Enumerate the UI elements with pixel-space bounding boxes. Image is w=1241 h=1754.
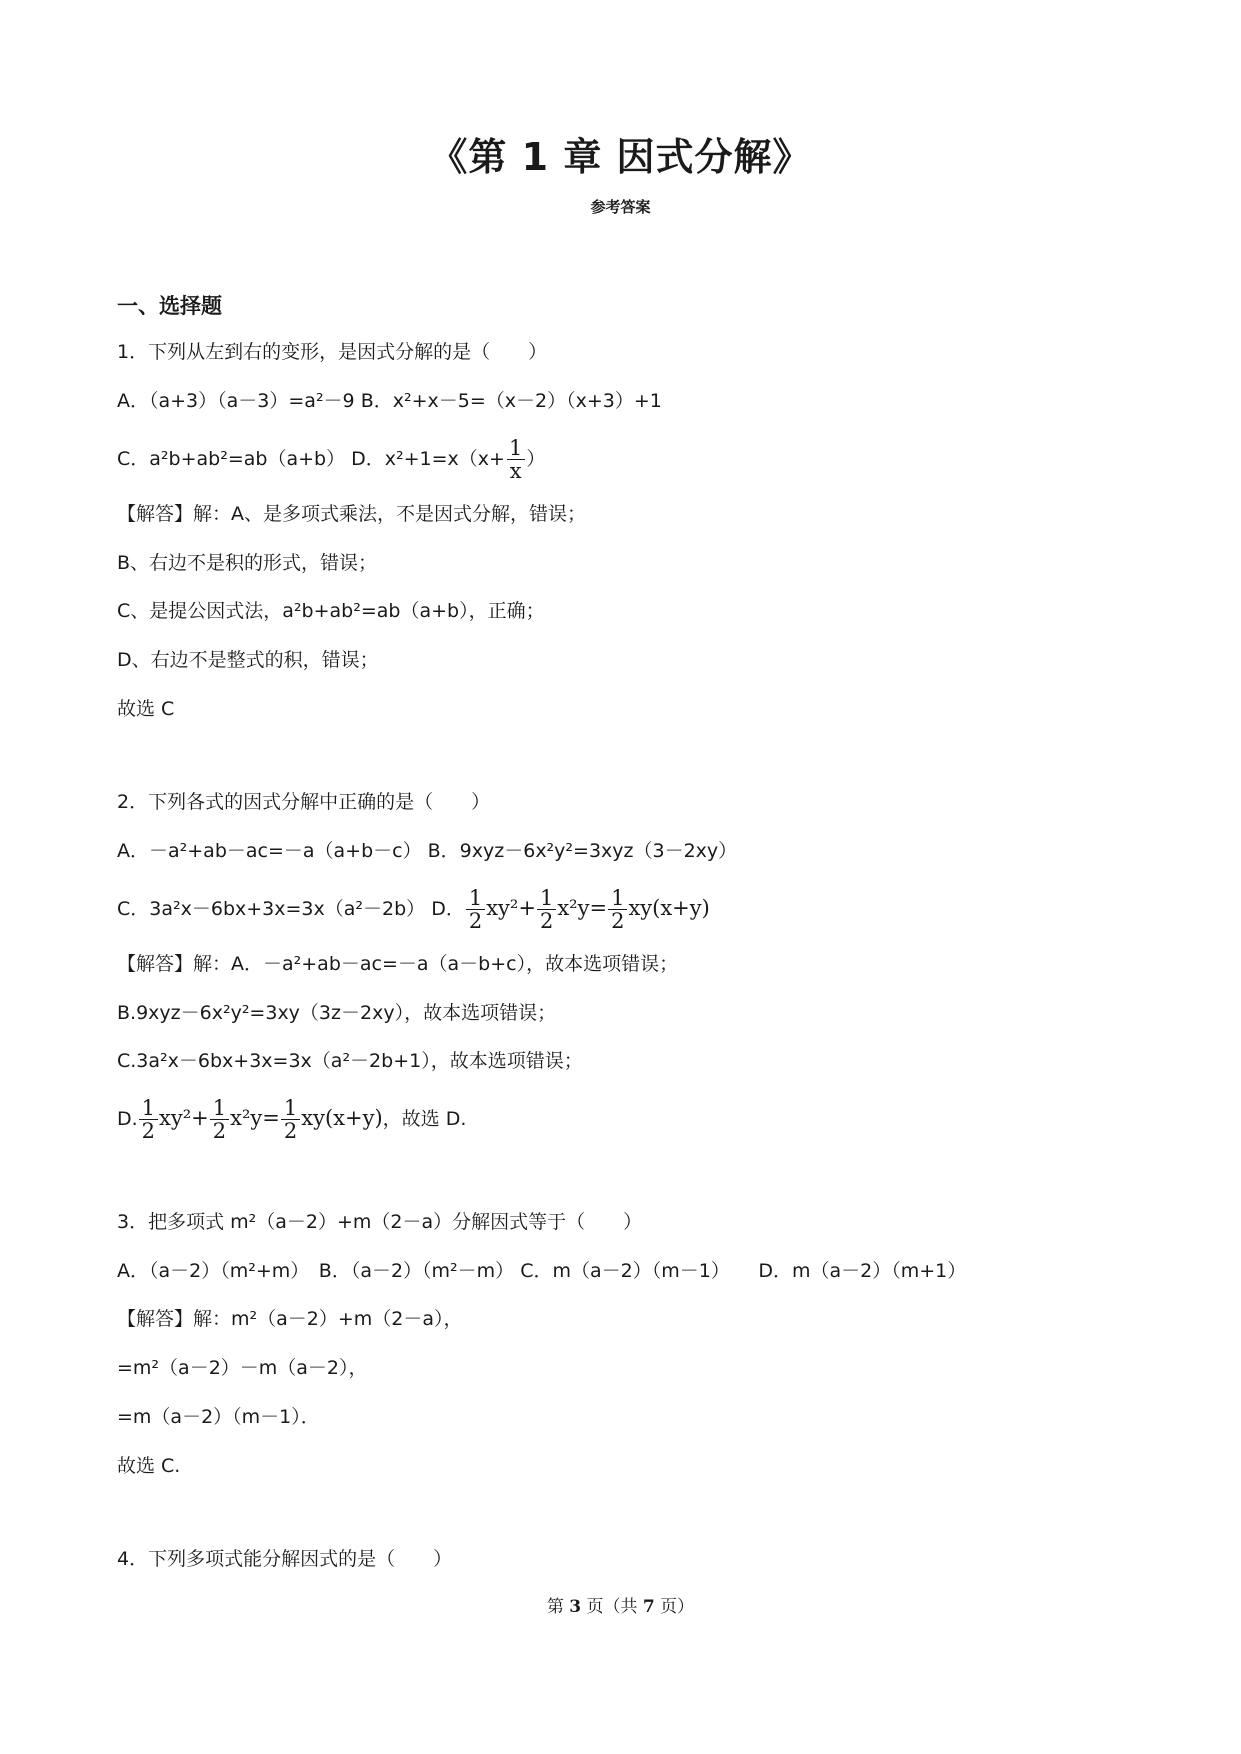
- fraction-1-over-x: $\frac{1}{x}$: [506, 437, 525, 482]
- fraction-one-half: $\frac{1}{2}$: [537, 887, 556, 932]
- answer-3-line-3: =m（a－2）（m－1）．: [117, 1406, 320, 1428]
- question-2-options-cd: C．3a²x－6bx+3x=3x（a²－2b） D． $\frac{1}{2}$ xy²+ $\frac{1}{2}$ x²y= $\frac{1}{2}$ xy(x+y): [117, 886, 710, 933]
- fraction-one-half: $\frac{1}{2}$: [466, 887, 485, 932]
- answer-2-line-1: 【解答】解：A．－a²+ab－ac=－a（a－b+c），故本选项错误；: [117, 953, 679, 975]
- page-title: 《第 1 章 因式分解》: [429, 135, 812, 179]
- fraction-one-half: $\frac{1}{2}$: [608, 887, 627, 932]
- answer-3-line-1: 【解答】解：m²（a－2）+m（2－a），: [117, 1308, 463, 1330]
- page-footer: 第 3 页（共 7 页）: [546, 1597, 695, 1617]
- answer-2-line-3: C.3a²x－6bx+3x=3x（a²－2b+1），故本选项错误；: [117, 1050, 583, 1072]
- answer-2-line-4: D. $\frac{1}{2}$ xy²+ $\frac{1}{2}$ x²y= $\frac{1}{2}$ xy(x+y)，故选 D.: [117, 1096, 467, 1143]
- answer-1-line-4: D、右边不是整式的积，错误；: [117, 649, 379, 671]
- fraction-one-half: $\frac{1}{2}$: [281, 1097, 300, 1142]
- question-3-options: A．（a－2）（m²+m） B．（a－2）（m²－m） C．m（a－2）（m－1） D．m（a－2）（m+1）: [117, 1260, 967, 1282]
- fraction-one-half: $\frac{1}{2}$: [139, 1097, 158, 1142]
- question-2-options-ab: A．－a²+ab－ac=－a（a+b－c） B．9xyz－6x²y²=3xyz（3－2xy）: [117, 840, 738, 862]
- question-2-stem: 2．下列各式的因式分解中正确的是（ ）: [117, 791, 491, 813]
- answer-2-line-2: B.9xyz－6x²y²=3xy（3z－2xy），故本选项错误；: [117, 1002, 557, 1024]
- answer-3-line-2: =m²（a－2）－m（a－2），: [117, 1357, 368, 1379]
- answer-1-line-3: C、是提公因式法，a²b+ab²=ab（a+b），正确；: [117, 600, 545, 622]
- fraction-one-half: $\frac{1}{2}$: [210, 1097, 229, 1142]
- answer-1-line-1: 【解答】解：A、是多项式乘法，不是因式分解，错误；: [117, 503, 586, 525]
- answer-3-line-4: 故选 C.: [117, 1455, 181, 1477]
- question-1-options-ab: A．（a+3）（a－3）=a²－9 B．x²+x－5=（x－2）（x+3）+1: [117, 390, 662, 412]
- question-1-options-cd: C．a²b+ab²=ab（a+b） D．x²+1=x（x+ $\frac{1}{x}$ ）: [117, 436, 546, 483]
- section-heading: 一、选择题: [117, 294, 222, 318]
- page-subtitle: 参考答案: [590, 198, 651, 216]
- question-1-stem: 1．下列从左到右的变形，是因式分解的是（ ）: [117, 341, 548, 363]
- question-4-stem: 4．下列多项式能分解因式的是（ ）: [117, 1548, 453, 1570]
- answer-1-line-5: 故选 C: [117, 698, 175, 720]
- answer-1-line-2: B、右边不是积的形式，错误；: [117, 552, 378, 574]
- question-3-stem: 3．把多项式 m²（a－2）+m（2－a）分解因式等于（ ）: [117, 1211, 643, 1233]
